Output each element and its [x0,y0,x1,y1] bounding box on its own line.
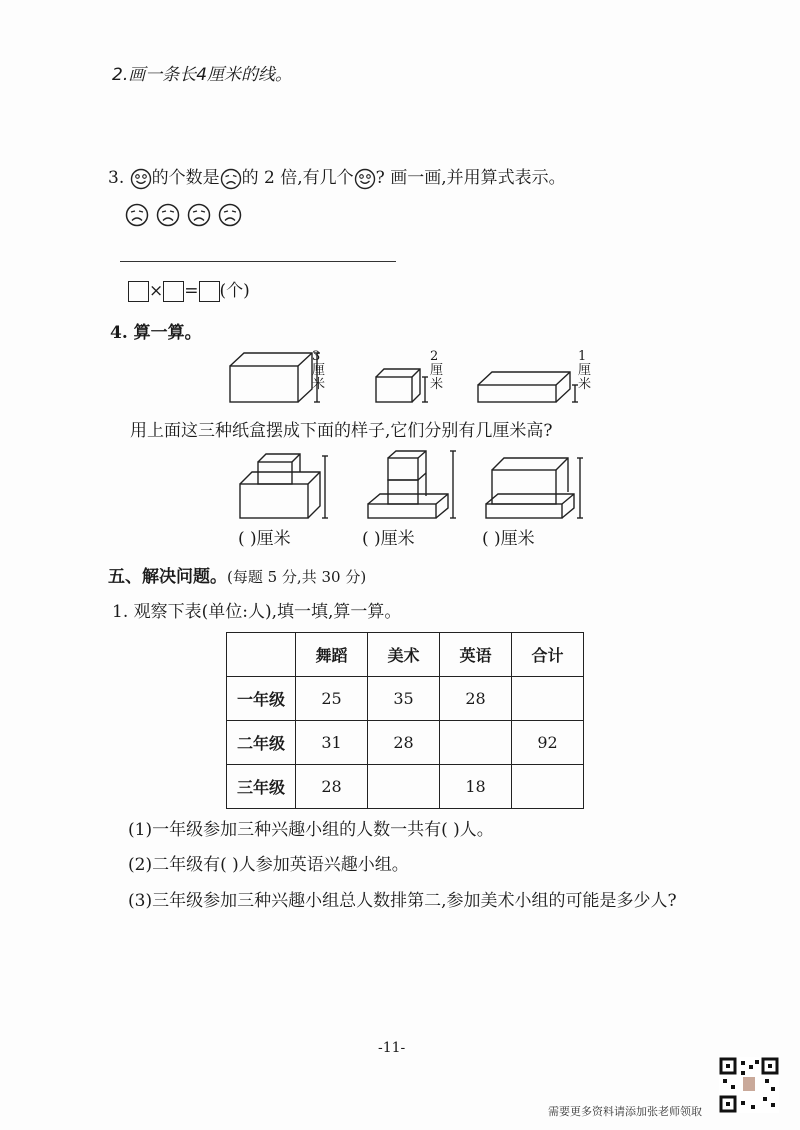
unit-label: (个) [219,281,250,301]
sub-question-3: (3)三年级参加三种兴趣小组总人数排第二,参加美术小组的可能是多少人? [128,891,677,911]
table-cell[interactable] [440,721,512,765]
table-cell: 25 [296,677,368,721]
qr-code-icon [719,1057,779,1113]
question-4-title: 4. 算一算。 [110,323,202,343]
table-cell: 28 [368,721,440,765]
table-cell[interactable] [512,677,584,721]
stack-1-answer[interactable]: ( )厘米 [238,529,291,549]
table-cell: 92 [512,721,584,765]
smiley-face-icon [130,168,152,190]
table-row-header: 一年级 [227,677,296,721]
sad-face-icon [158,205,179,226]
stacked-boxes-diagram [230,448,590,522]
stack-3-figure [486,458,583,518]
drawing-answer-line[interactable] [120,261,396,262]
page-number: -11- [378,1040,406,1056]
sad-face-icon [127,205,148,226]
table-cell: 35 [368,677,440,721]
table-cell: 28 [440,677,512,721]
answer-box-2[interactable] [163,281,184,302]
question-3-number: 3. [108,168,125,188]
question-3-text-a: 的个数是 [151,168,220,188]
box-label-2cm: 2厘米 [430,349,444,392]
stack-3-answer[interactable]: ( )厘米 [482,529,535,549]
times-sign: × [149,281,164,301]
table-cell: 28 [296,765,368,809]
answer-box-1[interactable] [128,281,149,302]
table-header-cell [227,633,296,677]
section-5-title: 五、解决问题。 [108,567,227,587]
answer-box-3[interactable] [199,281,220,302]
sub-question-2: (2)二年级有( )人参加英语兴趣小组。 [128,855,409,875]
table-cell[interactable] [512,765,584,809]
table-row [227,765,584,809]
question-3 [108,163,566,190]
paper-boxes-diagram [220,348,600,408]
interest-group-table [226,632,584,809]
table-header-row [227,633,584,677]
stack-2-figure [368,451,456,518]
table-row-header: 二年级 [227,721,296,765]
question-3-text-b: 的 2 倍,有几个 [241,168,354,188]
sad-faces-row [125,202,245,228]
smiley-face-icon [354,168,376,190]
equals-sign: = [184,281,199,301]
stack-1-figure [240,454,328,518]
table-header-cell: 美术 [368,633,440,677]
box-label-1cm: 1厘米 [578,349,592,392]
table-row [227,721,584,765]
table-header-cell: 合计 [512,633,584,677]
footer-note: 需要更多资料请添加张老师领取 [548,1105,702,1118]
section-5-score: (每题 5 分,共 30 分) [227,568,367,586]
table-row-header: 三年级 [227,765,296,809]
box-2cm-figure [376,369,428,402]
box-3cm-figure [230,353,320,402]
sad-face-icon [189,205,210,226]
box-1cm-figure [478,372,578,402]
equation-row [128,276,250,302]
question-3-text-c: ? 画一画,并用算式表示。 [375,168,566,188]
table-row [227,677,584,721]
table-header-cell: 舞蹈 [296,633,368,677]
table-cell: 18 [440,765,512,809]
table-header-cell: 英语 [440,633,512,677]
section-5-heading [108,562,366,587]
stack-2-answer[interactable]: ( )厘米 [362,529,415,549]
sad-face-icon [220,205,241,226]
table-cell: 31 [296,721,368,765]
sad-face-icon [220,168,242,190]
table-cell[interactable] [368,765,440,809]
box-label-3cm: 3厘米 [312,349,326,392]
sub-question-1: (1)一年级参加三种兴趣小组的人数一共有( )人。 [128,820,494,840]
problem-1-title: 1. 观察下表(单位:人),填一填,算一算。 [112,602,402,622]
question-2: 2.画一条长4厘米的线。 [112,65,293,85]
question-4-prompt: 用上面这三种纸盒摆成下面的样子,它们分别有几厘米高? [130,421,553,441]
